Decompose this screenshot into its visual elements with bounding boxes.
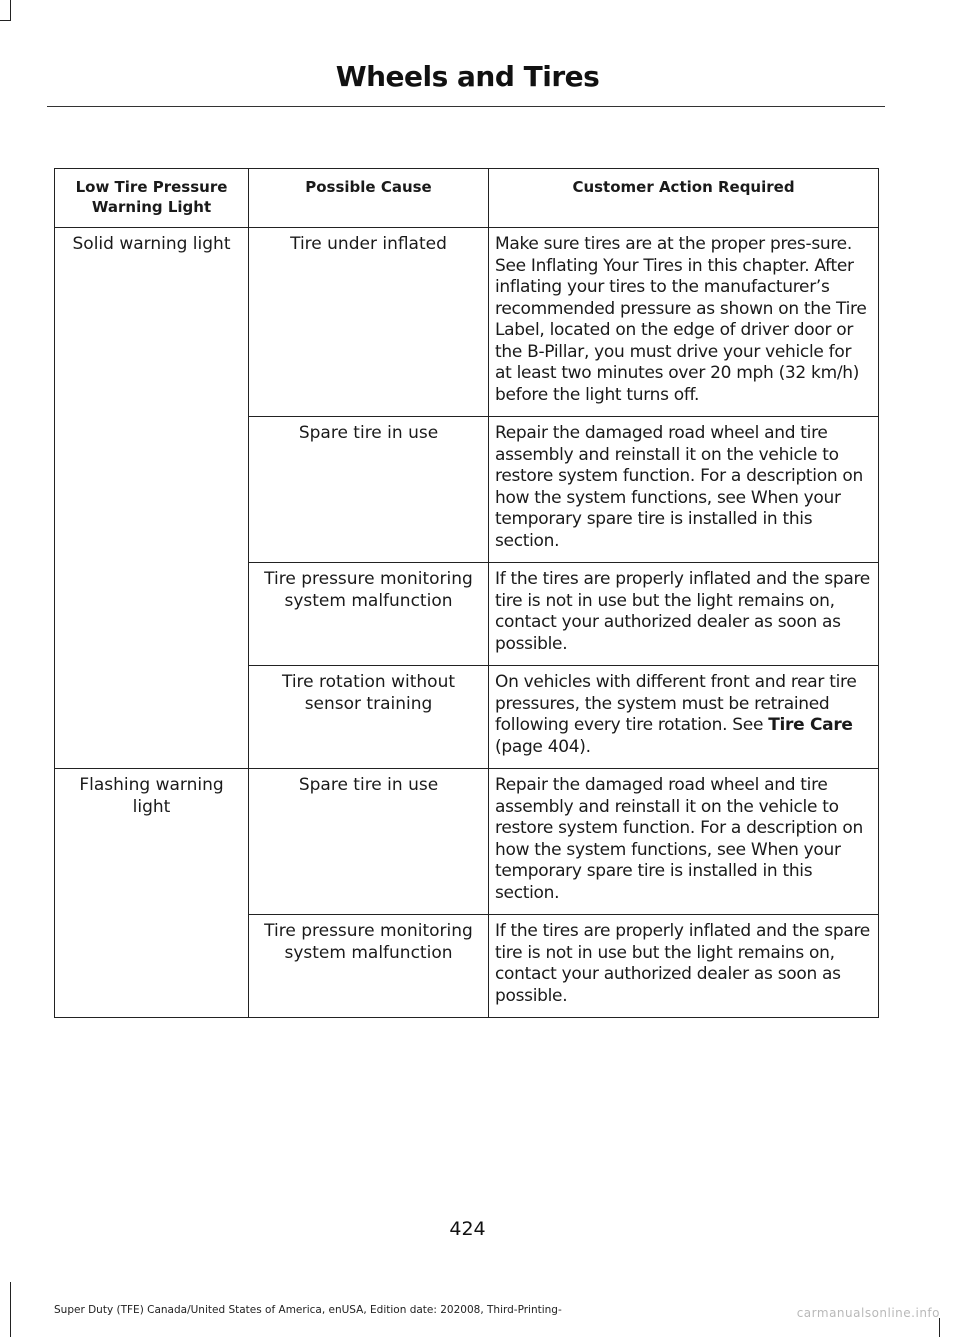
customer-action-cell: If the tires are properly inflated and the spare tire is not in use but the light remains on, contact your authorized dealer as soon as possible. <box>489 915 879 1018</box>
crop-mark-top-left-h <box>0 20 11 21</box>
possible-cause-cell: Spare tire in use <box>249 417 489 563</box>
customer-action-cell: Repair the damaged road wheel and tire assembly and reinstall it on the vehicle to restore system function. For a description on how the system functions, see When your temporary spare tire is installed in this section. <box>489 769 879 915</box>
table-row <box>55 769 879 915</box>
crop-mark-bottom-left-v <box>10 1282 11 1337</box>
warning-light-cell: Solid warning light <box>55 228 249 769</box>
customer-action-cell: Repair the damaged road wheel and tire assembly and reinstall it on the vehicle to restore system function. For a description on how the system functions, see When your temporary spare tire is installed in this section. <box>489 417 879 563</box>
customer-action-cell: Make sure tires are at the proper pres-sure. See Inflating Your Tires in this chapter. After inflating your tires to the manufacturer’s recommended pressure as shown on the Tire Label, located on the edge of driver door or the B-Pillar, you must drive your vehicle for at least two minutes over 20 mph (32 km/h) before the light turns off. <box>489 228 879 417</box>
crop-mark-bottom-right-v <box>939 1318 940 1337</box>
possible-cause-cell: Spare tire in use <box>249 769 489 915</box>
edition-footer: Super Duty (TFE) Canada/United States of America, enUSA, Edition date: 202008, Third-Printing- <box>54 1304 562 1316</box>
customer-action-cell: If the tires are properly inflated and the spare tire is not in use but the light remains on, contact your authorized dealer as soon as possible. <box>489 563 879 666</box>
action-text: On vehicles with different front and rear tire pressures, the system must be retrained following every tire rotation. See <box>495 672 857 735</box>
possible-cause-cell: Tire pressure monitoring system malfunction <box>249 563 489 666</box>
header-warning-light: Low Tire Pressure Warning Light <box>55 169 249 228</box>
action-page-reference: (page 404). <box>495 736 591 757</box>
page-number: 424 <box>449 1218 486 1240</box>
page-title: Wheels and Tires <box>335 60 600 93</box>
table-header-row <box>55 169 879 228</box>
possible-cause-cell: Tire rotation without sensor training <box>249 666 489 769</box>
header-customer-action: Customer Action Required <box>489 169 879 228</box>
header-possible-cause: Possible Cause <box>249 169 489 228</box>
site-watermark: carmanualsonline.info <box>796 1306 940 1320</box>
possible-cause-cell: Tire under inflated <box>249 228 489 417</box>
crop-mark-top-left-v <box>10 0 11 20</box>
table-row <box>55 228 879 417</box>
tire-care-reference: Tire Care <box>768 715 853 735</box>
tpms-warning-table <box>54 168 879 1018</box>
possible-cause-cell: Tire pressure monitoring system malfunction <box>249 915 489 1018</box>
warning-light-cell: Flashing warning light <box>55 769 249 1018</box>
customer-action-cell <box>489 666 879 769</box>
title-divider <box>47 106 885 107</box>
